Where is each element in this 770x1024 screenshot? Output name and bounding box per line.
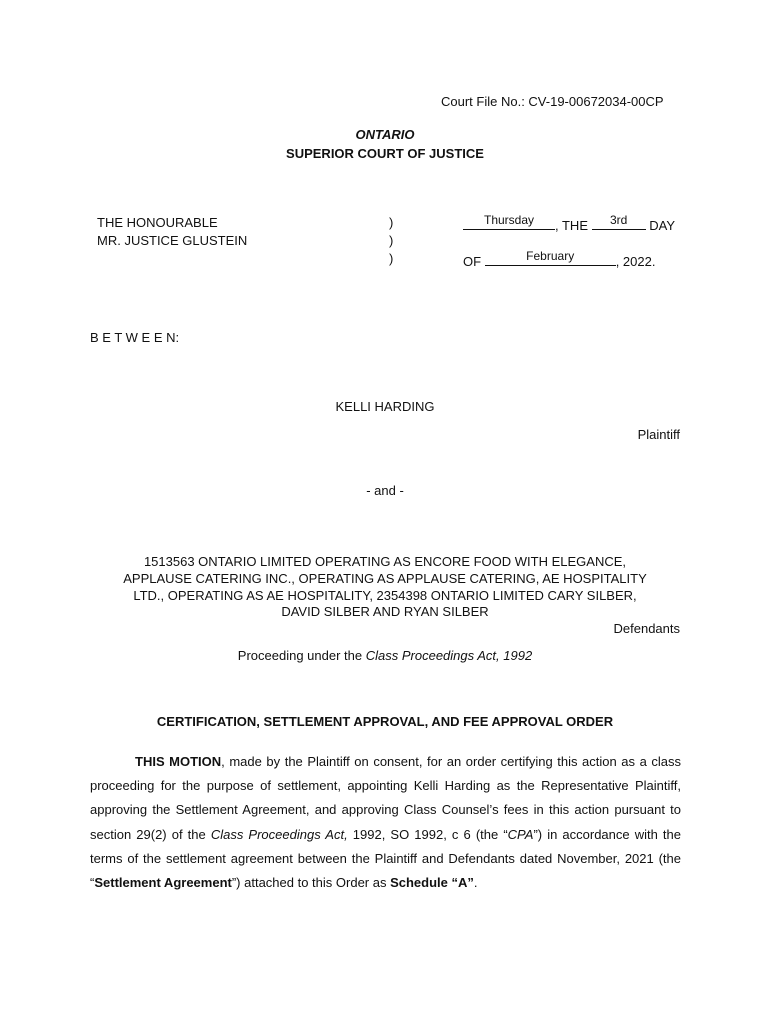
court-heading: SUPERIOR COURT OF JUSTICE bbox=[286, 146, 484, 161]
order-title: CERTIFICATION, SETTLEMENT APPROVAL, AND FEE APPROVAL ORDER bbox=[156, 714, 614, 729]
motion-text: ”) in accordance with the terms of the settlement agreement between the Plaintiff and Defendants dated November, 2021 (the “ bbox=[90, 826, 681, 891]
bracket: ) bbox=[389, 233, 394, 248]
settlement-agreement-term: Settlement Agreement bbox=[94, 875, 232, 891]
court-file-number: Court File No.: CV-19-00672034-00CP bbox=[441, 94, 664, 109]
defendants-label: Defendants bbox=[613, 621, 680, 636]
province-heading: ONTARIO bbox=[355, 127, 415, 142]
proceeding-prefix: Proceeding under the bbox=[237, 648, 366, 663]
motion-lead: THIS MOTION bbox=[135, 754, 222, 769]
month-value: February bbox=[526, 249, 575, 263]
motion-paragraph bbox=[90, 750, 681, 895]
schedule-reference: Schedule “A” bbox=[390, 875, 474, 891]
day-blank bbox=[592, 215, 646, 230]
and-separator: - and - bbox=[366, 483, 404, 498]
proceeding-line bbox=[0, 648, 770, 663]
motion-text: ”) attached to this Order as bbox=[231, 875, 391, 891]
date-month-line bbox=[463, 251, 655, 269]
bracket: ) bbox=[389, 251, 394, 266]
between-heading: B E T W E E N: bbox=[90, 330, 180, 345]
defendant-line: APPLAUSE CATERING INC., OPERATING AS APPLAUSE CATERING, AE HOSPITALITY bbox=[123, 571, 647, 586]
day-label: DAY bbox=[649, 218, 676, 233]
motion-text: . bbox=[473, 875, 478, 891]
year-label: , 2022. bbox=[615, 254, 656, 269]
act-name: Class Proceedings Act, bbox=[210, 826, 348, 842]
judge-name: MR. JUSTICE GLUSTEIN bbox=[97, 233, 248, 248]
cpa-abbrev: CPA bbox=[507, 826, 534, 842]
judge-title: THE HONOURABLE bbox=[97, 215, 218, 230]
weekday-value: Thursday bbox=[483, 213, 535, 227]
day-value: 3rd bbox=[609, 213, 628, 227]
weekday-blank bbox=[463, 215, 555, 230]
proceeding-act: Class Proceedings Act, 1992 bbox=[365, 648, 533, 663]
plaintiff-name: KELLI HARDING bbox=[335, 399, 435, 414]
of-label: OF bbox=[463, 254, 482, 269]
motion-text: , made by the Plaintiff on consent, for an order certifying this action as a class proceeding for the purpose of settlement, appointing Kelli Harding as the Representative Plaintiff, approving the Settlement Agreement, and approving Class Counsel’s fees in this action pursuant to section 29(2) of the bbox=[90, 754, 682, 842]
motion-text: 1992, SO 1992, c 6 (the “ bbox=[347, 826, 508, 842]
defendant-line: 1513563 ONTARIO LIMITED OPERATING AS ENCORE FOOD WITH ELEGANCE, bbox=[143, 554, 627, 569]
the-label: , THE bbox=[555, 218, 588, 233]
defendant-line: LTD., OPERATING AS AE HOSPITALITY, 2354398 ONTARIO LIMITED CARY SILBER, bbox=[133, 588, 637, 603]
defendant-line: DAVID SILBER AND RYAN SILBER bbox=[281, 604, 489, 619]
month-blank bbox=[485, 251, 616, 266]
plaintiff-label: Plaintiff bbox=[637, 427, 680, 442]
bracket: ) bbox=[389, 215, 394, 230]
date-day-line bbox=[463, 215, 675, 233]
